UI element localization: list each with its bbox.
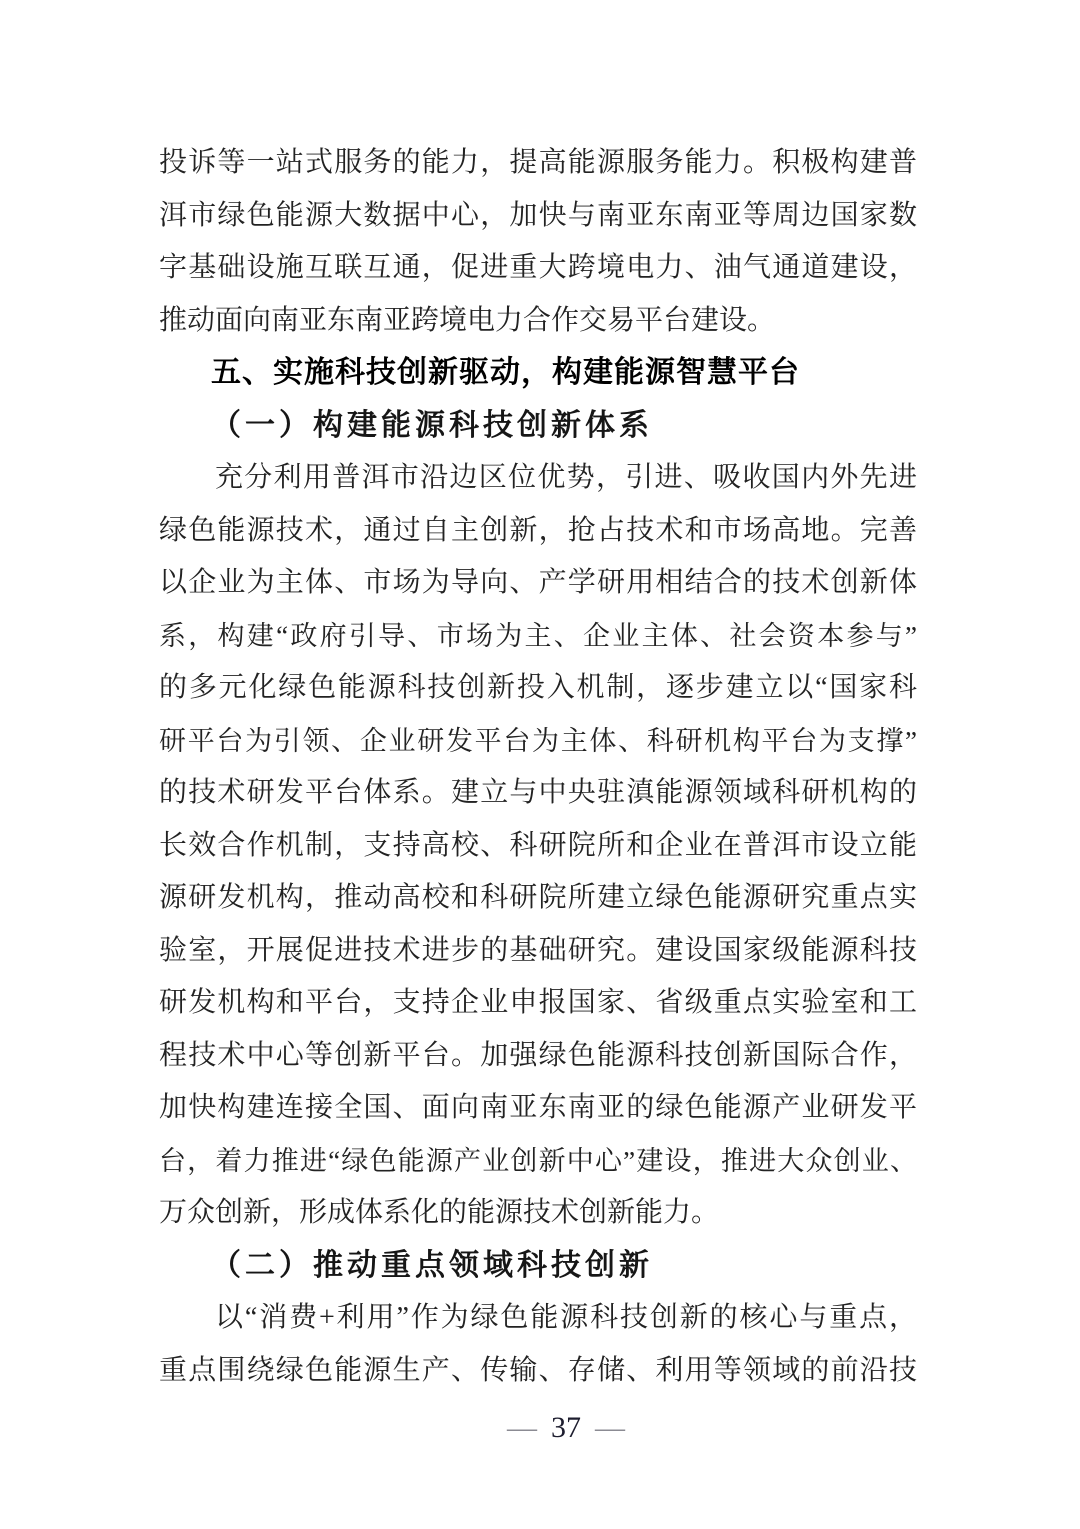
text-line: 研平台为引领、企业研发平台为主体、科研机构平台为支撑” — [159, 725, 917, 756]
text-line: 台，着力推进“绿色能源产业创新中心”建设，推进大众创业、 — [159, 1145, 917, 1176]
text-line: 验室，开展促进技术进步的基础研究。建设国家级能源科技 — [159, 934, 917, 966]
text-line: 以企业为主体、市场为导向、产学研用相结合的技术创新体 — [159, 567, 917, 598]
page-content — [159, 137, 917, 1397]
text-line: 系，构建“政府引导、市场为主、企业主体、社会资本参与” — [159, 620, 917, 651]
section-heading: 五、实施科技创新驱动，构建能源智慧平台 — [211, 356, 800, 389]
text-line: 洱市绿色能源大数据中心，加快与南亚东南亚等周边国家数 — [159, 199, 917, 231]
text-line: 投诉等一站式服务的能力，提高能源服务能力。积极构建普 — [159, 147, 917, 178]
text-line: 加快构建连接全国、面向南亚东南亚的绿色能源产业研发平 — [159, 1092, 917, 1123]
text-line: 长效合作机制，支持高校、科研院所和企业在普洱市设立能 — [159, 829, 917, 861]
page-number: 37 — [551, 1411, 581, 1444]
subsection-heading-2: （二）推动重点领域科技创新 — [211, 1248, 653, 1282]
text-line: 绿色能源技术，通过自主创新，抢占技术和市场高地。完善 — [159, 514, 917, 546]
text-line: 充分利用普洱市沿边区位优势，引进、吸收国内外先进 — [215, 462, 917, 493]
subsection-heading-1: （一）构建能源科技创新体系 — [211, 408, 653, 442]
page-footer — [0, 1410, 1080, 1446]
text-line: 重点围绕绿色能源生产、传输、存储、利用等领域的前沿技 — [159, 1354, 917, 1386]
footer-dash-left: — — [507, 1411, 537, 1444]
text-line: 字基础设施互联互通，促进重大跨境电力、油气通道建设， — [159, 252, 917, 283]
text-line: 源研发机构，推动高校和科研院所建立绿色能源研究重点实 — [159, 882, 917, 913]
text-line: 程技术中心等创新平台。加强绿色能源科技创新国际合作， — [159, 1039, 917, 1071]
text-line: 的技术研发平台体系。建立与中央驻滇能源领域科研机构的 — [159, 777, 917, 808]
text-line: 的多元化绿色能源科技创新投入机制，逐步建立以“国家科 — [159, 672, 917, 703]
text-line: 推动面向南亚东南亚跨境电力合作交易平台建设。 — [159, 304, 776, 336]
text-line: 研发机构和平台，支持企业申报国家、省级重点实验室和工 — [159, 987, 917, 1018]
text-line: 以“消费+利用”作为绿色能源科技创新的核心与重点， — [215, 1302, 917, 1333]
text-line: 万众创新，形成体系化的能源技术创新能力。 — [159, 1197, 720, 1228]
footer-dash-right: — — [595, 1411, 625, 1444]
